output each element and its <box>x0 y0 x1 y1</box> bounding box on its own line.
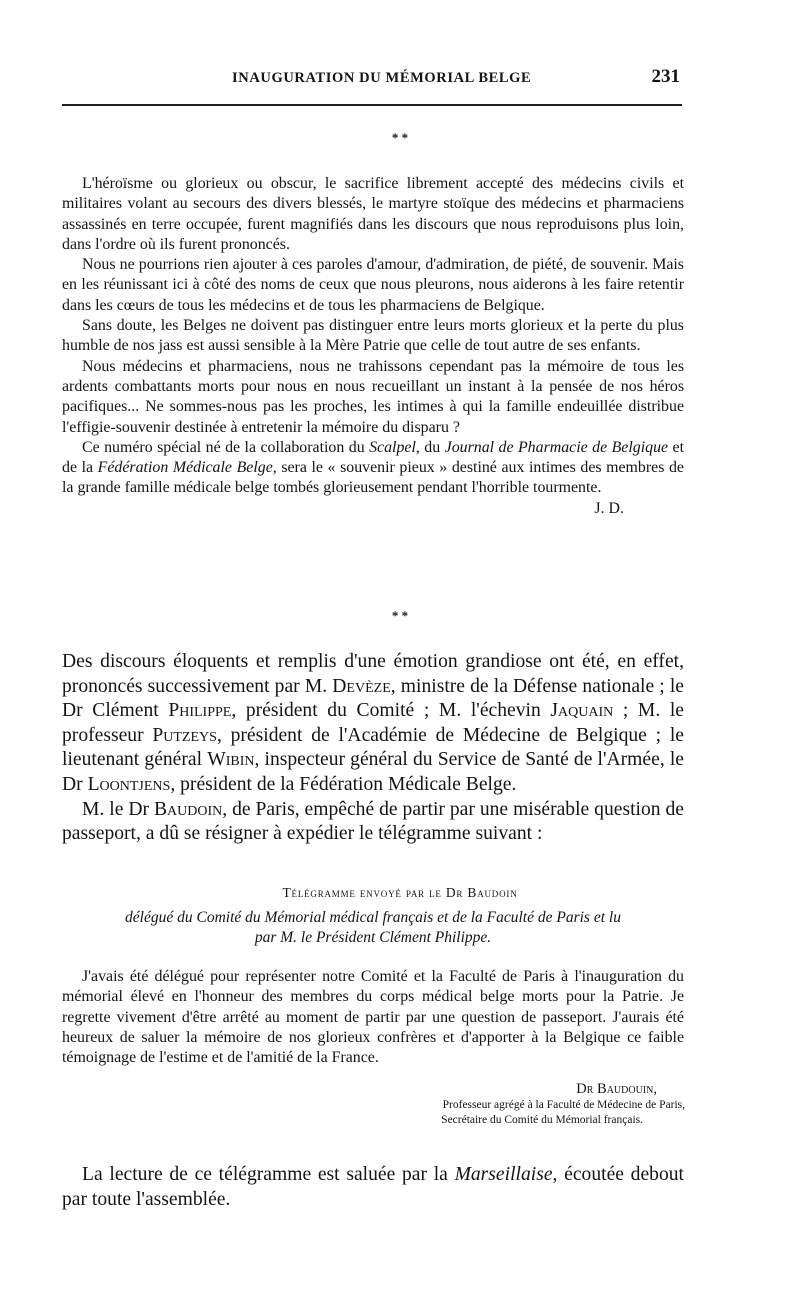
author-initials: J. D. <box>594 499 624 517</box>
intro-paragraph-5 <box>62 438 684 517</box>
person-name: Putzeys <box>152 724 217 746</box>
telegram-body <box>62 967 684 1068</box>
body-text: , président de l'Académie de Médecine de Belgique ; le lieutenant général <box>62 724 684 771</box>
intro-paragraph-2: Nous ne pourrions rien ajouter à ces paroles d'amour, d'admiration, de piété, de souvenir. Mais en les réunissant ici à côté des noms de ceux que nous pleurons, nous aiderons à les faire retentir dans les cœurs de tous les médecins et de tous les pharmaciens de Belgique. <box>62 256 684 314</box>
separator-glyph: * * <box>391 608 409 623</box>
body-text: , écoutée debout par toute l'assemblée. <box>62 1164 684 1210</box>
closing-paragraph <box>62 1163 684 1212</box>
journal-title: Journal de Pharmacie de Belgique <box>444 438 669 456</box>
person-name: Wibin <box>207 749 255 771</box>
intro-paragraph-3: Sans doute, les Belges ne doivent pas distinguer entre leurs morts glorieux et la perte du plus humble de nos jass est aussi sensible à la Mère Patrie que celle de tout autre de ses enfants. <box>62 317 684 355</box>
signature-name: Dr Baudouin, <box>576 1081 657 1097</box>
intro-section <box>62 174 684 519</box>
speeches-paragraph <box>62 650 684 798</box>
journal-title: Scalpel <box>369 438 416 456</box>
signature-title-1: Professeur agrégé à la Faculté de Médecine de Paris, <box>442 1099 685 1111</box>
person-name: Loontjens <box>87 773 171 795</box>
telegram-title: Télégramme envoyé par le Dr Baudoin <box>282 885 518 900</box>
page-number: 231 <box>651 66 680 87</box>
telegram-text: J'avais été délégué pour représenter notre Comité et la Faculté de Paris à l'inauguration du mémorial élevé en l'honneur des membres du corps médical belge morts pour la Patrie. Je regrette vivement d'être arrêté au moment de partir par une question de passeport. J'aurais été heureux de saluer la mémoire de nos glorieux confrères et d'apporter à la Belgique ce faible témoignage de l'estime et de l'amitié de la France. <box>62 968 684 1067</box>
telegram-subtitle <box>62 908 684 948</box>
body-text: , de Paris, empêché de partir par une misérable question de passeport, a dû se résigner à expédier le télégramme suivant : <box>62 798 684 845</box>
telegram-signature <box>441 1081 685 1128</box>
intro-text: , du <box>415 438 445 456</box>
intro-paragraph-4: Nous médecins et pharmaciens, nous ne trahissons cependant pas la mémoire de tous les ardents combattants morts pour nous en nous recueillant un instant à la pensée de nos héros pacifiques... Ne sommes-nous pas les proches, les intimes à qui la famille endeuillée distribue l'effigie-souvenir destinée à entretenir la mémoire du disparu ? <box>62 357 684 436</box>
intro-text: et de la <box>62 438 684 477</box>
person-name: Devèze <box>332 675 391 697</box>
body-text: , ministre de la Défense nationale ; le Dr Clément <box>62 675 685 722</box>
page-header <box>62 64 682 94</box>
section-separator-2 <box>0 608 800 623</box>
intro-text: Ce numéro spécial né de la collaboration du <box>82 438 370 456</box>
intro-paragraph-1: L'héroïsme ou glorieux ou obscur, le sacrifice librement accepté des médecins civils et militaires volant au secours des divers blessés, le martyre stoïque des médecins et pharmaciens assassinés en terre occupée, furent magnifiés dans les discours que nous reproduisons plus loin, dans l'ordre où ils furent prononcés. <box>62 175 684 253</box>
section-separator-1 <box>0 130 800 145</box>
journal-title: Fédération Médicale Belge <box>97 459 273 477</box>
person-name: Philippe <box>168 700 232 722</box>
body-text: , président de la Fédération Médicale Belge. <box>170 773 517 795</box>
header-rule <box>62 104 682 106</box>
telegram-intro-paragraph <box>62 798 684 847</box>
person-name: Baudoin <box>153 798 223 820</box>
closing-section <box>62 1163 684 1212</box>
body-text: La lecture de ce télégramme est saluée par la <box>82 1164 455 1185</box>
main-section <box>62 650 684 847</box>
telegram-subtitle-line-2: par M. le Président Clément Philippe. <box>254 929 492 946</box>
intro-text: , sera le « souvenir pieux » destiné aux intimes des membres de la grande famille médicale belge tombés glorieusement pendant l'horrible tourmente. <box>62 459 684 497</box>
body-text: M. le Dr <box>82 798 154 820</box>
body-text: , inspecteur général du Service de Santé de l'Armée, le Dr <box>62 749 684 795</box>
separator-glyph: * * <box>391 130 409 145</box>
body-text: Des discours éloquents et remplis d'une émotion grandiose ont été, en effet, prononcés successivement par M. <box>62 651 684 697</box>
body-text: , président du Comité ; M. l'échevin <box>231 700 551 722</box>
running-head: INAUGURATION DU MÉMORIAL BELGE <box>232 70 532 86</box>
anthem-title: Marseillaise <box>454 1164 553 1185</box>
telegram-subtitle-line-1: délégué du Comité du Mémorial médical français et de la Faculté de Paris et lu <box>125 909 621 926</box>
body-text: ; M. le professeur <box>62 700 684 746</box>
signature-title-2: Secrétaire du Comité du Mémorial français. <box>441 1114 643 1126</box>
person-name: Jaquain <box>550 700 614 722</box>
